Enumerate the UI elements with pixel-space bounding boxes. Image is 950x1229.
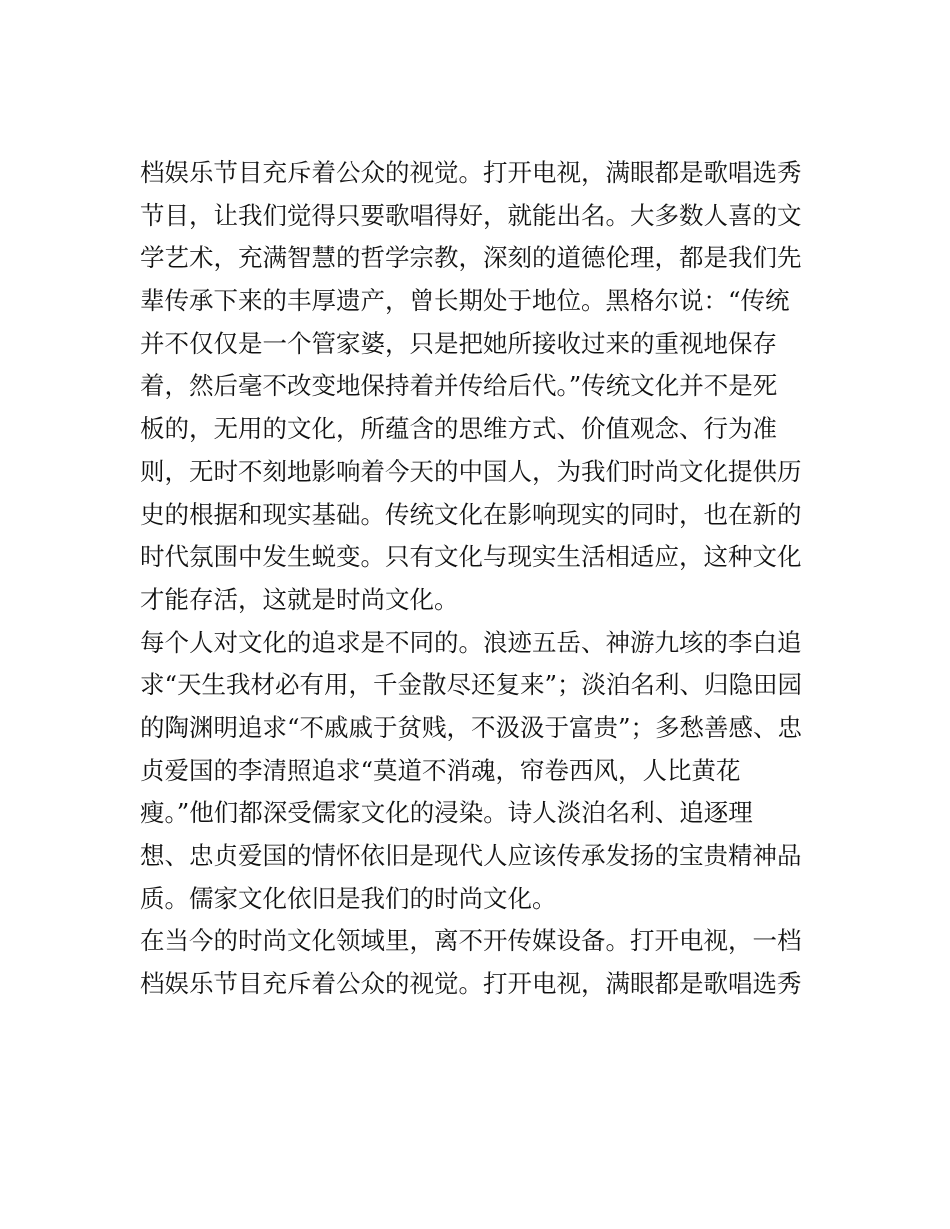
text-line: 史的根据和现实基础。传统文化在影响现实的同时，也在新的 (140, 499, 802, 529)
text-line: 瘦。”他们都深受儒家文化的浸染。诗人淡泊名利、追逐理 (140, 798, 753, 828)
text-line: 辈传承下来的丰厚遗产，曾长期处于地位。黑格尔说：“传统 (140, 286, 790, 316)
text-line: 则，无时不刻地影响着今天的中国人，为我们时尚文化提供历 (140, 456, 802, 486)
text-line: 在当今的时尚文化领域里，离不开传媒设备。打开电视，一档 (140, 926, 802, 956)
text-line: 并不仅仅是一个管家婆，只是把她所接收过来的重视地保存 (140, 328, 777, 358)
text-line: 的陶渊明追求“不戚戚于贫贱，不汲汲于富贵”；多愁善感、忠 (140, 712, 803, 742)
text-line: 质。儒家文化依旧是我们的时尚文化。 (140, 883, 557, 913)
body-text (140, 152, 820, 1006)
text-line: 档娱乐节目充斥着公众的视觉。打开电视，满眼都是歌唱选秀 (140, 158, 802, 187)
text-line: 节目，让我们觉得只要歌唱得好，就能出名。大多数人喜的文 (140, 200, 802, 230)
text-line: 档娱乐节目充斥着公众的视觉。打开电视，满眼都是歌唱选秀 (140, 969, 802, 999)
text-line: 学艺术，充满智慧的哲学宗教，深刻的道德伦理，都是我们先 (140, 243, 802, 273)
text-line: 求“天生我材必有用，千金散尽还复来”；淡泊名利、归隐田园 (140, 670, 803, 700)
text-line: 想、忠贞爱国的情怀依旧是现代人应该传承发扬的宝贵精神品 (140, 841, 802, 870)
text-line: 着，然后毫不改变地保持着并传给后代。”传统文化并不是死 (140, 371, 778, 401)
text-line: 才能存活，这就是时尚文化。 (140, 584, 459, 614)
text-line: 每个人对文化的追求是不同的。浪迹五岳、神游九垓的李白追 (140, 627, 802, 657)
text-line: 贞爱国的李清照追求“莫道不消魂，帘卷西风，人比黄花 (140, 755, 741, 785)
text-line: 时代氛围中发生蜕变。只有文化与现实生活相适应，这种文化 (140, 542, 802, 572)
text-line: 板的，无用的文化，所蕴含的思维方式、价值观念、行为准 (140, 414, 777, 444)
